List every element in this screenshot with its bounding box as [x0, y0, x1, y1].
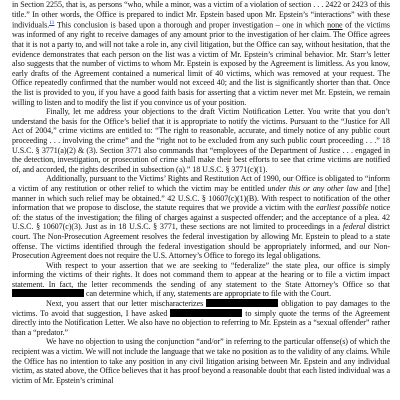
italic-text: federal [342, 222, 366, 232]
paragraph-text: obligation to pay damages to the victims. To avoid that suggestion, I have asked [12, 299, 390, 318]
paragraph-text: and [the] manner in which such relief may be obtained.” 42 U.S.C. § 10607(c)(1)(B). With respect to notification of the other information that we propose to disclose, the statute requires that we provide a victim with the [12, 183, 390, 213]
paragraph-text: to simply quote the terms of the Agreement directly into the Notification Letter. We also have no objection to referring to Mr. Epstein as a “sexual offender” rather than a “predator.” [12, 308, 390, 337]
paragraph-text: Additionally, pursuant to the Victims’ Rights and Restitution Act of 1990, our Office is obligated to “inform a victim of any restitution or other relief to which the victim may be entitled [12, 174, 390, 193]
footnote-marker: 11 [49, 20, 55, 27]
paragraph-text: We have no objection to using the conjunction “and/or” in referring to the particular offense(s) of which the recipient was a victim. We will not include the language that we take no position as to the validity of any claims. While the Office has no intention to take any position in any civil litigation arising between Mr. Epstein and any individual victim, as stated above, the Office believes that it has proof beyond a reasonable doubt that each listed individual was a victim of Mr. Epstein’s criminal [12, 337, 390, 385]
paragraph-text: district court. The Non-Prosecution Agreement resolves the federal investigation by allowing Mr. Epstein to plead to a state offense. The victims identified through the federal investigation should be appropriately informed, and our Non-Prosecution Agreement does not require the U.S. Attorney’s Office to forego its legal obligations. [12, 222, 390, 261]
paragraph-text: notice of: the status of the investigation; the filing of charges against a suspected offender; and the acceptance of a plea. 42 U.S.C. § 10607(c)(3). Just as in 18 U.S.C. § 3771, these sections are not limited to proceedings in a [12, 203, 390, 232]
paragraph-text: With respect to your assertion that we are seeking to “federalize” the state plea, our office is simply informing the victims of their rights. It does not command them to appear at the hearing or to file a victim impact statement. In fact, the letter recommends the sending of any statement to the State Attorney’s Office so that [12, 260, 390, 289]
body-paragraph [12, 174, 390, 260]
paragraph-text: of the victims was informed of any right to receive damages of any amount prior to the investigation of her claim. The Office agrees that it is not a party to, and will not take a role in, any civil litigation, but the Office can say, without hesitation, that the evidence demonstrates that each person on the list was a victim of Mr. Epstein’s criminal behavior. Mr. Starr’s letter also suggests that the number of victims to whom Mr. Epstein is exposed by the Agreement is limitless. As you know, early drafts of the Agreement contained a numerical limit of 40 victims, which was removed at your request. The Office repeatedly confirmed that the number would not exceed 40; and the list is significantly shorter than that. Once the list is provided to you, if you have a good faith basis for asserting that a victim never met Mr. Epstein, we remain willing to listen and to modify the list if you convince us of your position. [12, 20, 390, 107]
body-paragraph [12, 261, 390, 299]
paragraph-text: Finally, let me address your objections to the draft Victim Notification Letter. You write that you don’t understand the basis for the Office’s belief that it is appropriate to notify the victims. Pursuant to the “Justice for All Act of 2004,” crime victims are entitled to: “The right to reasonable, accurate, and timely notice of any public court proceeding . . . involving the crime” and the “right not to be excluded from any such public court proceeding . . .” 18 U.S.C. § 3771(a)(2) & (3). Section 3771 also commands that “employees of the Department of Justice . . . engaged in the detection, investigation, or prosecution of crime shall make their best efforts to see that crime victims are notified of, and accorded, the rights described in subsection (a).” 18 U.S.C. § 3771(c)(1). [12, 107, 390, 174]
paragraph-text: Next, you assert that our letter mischaracterizes [46, 299, 207, 309]
body-paragraph [12, 0, 390, 107]
italic-text: under this or any other law [267, 183, 359, 193]
italic-text: earliest possible [316, 203, 369, 213]
body-paragraph [12, 299, 390, 337]
redaction-box [170, 309, 242, 317]
redaction-box [12, 289, 84, 297]
paragraph-text: can determine which, if any, statements are appropriate to file with the Court. [84, 289, 332, 299]
paragraph-text: This conclusion is based upon a thorough and proper investigation – one in which [54, 20, 328, 30]
body-paragraph [12, 107, 390, 174]
underlined-text: none [327, 20, 343, 30]
redaction-box [206, 299, 278, 307]
paragraph-text: in Section 2255, that is, as persons “who, while a minor, was a victim of a violation of section . . . 2422 or 2423 of this title.” In other words, the Office is prepared to indict Mr. Epstein based upon Mr. Epstein’s “interactions” with these individuals. [12, 0, 390, 30]
body-paragraph [12, 337, 390, 385]
